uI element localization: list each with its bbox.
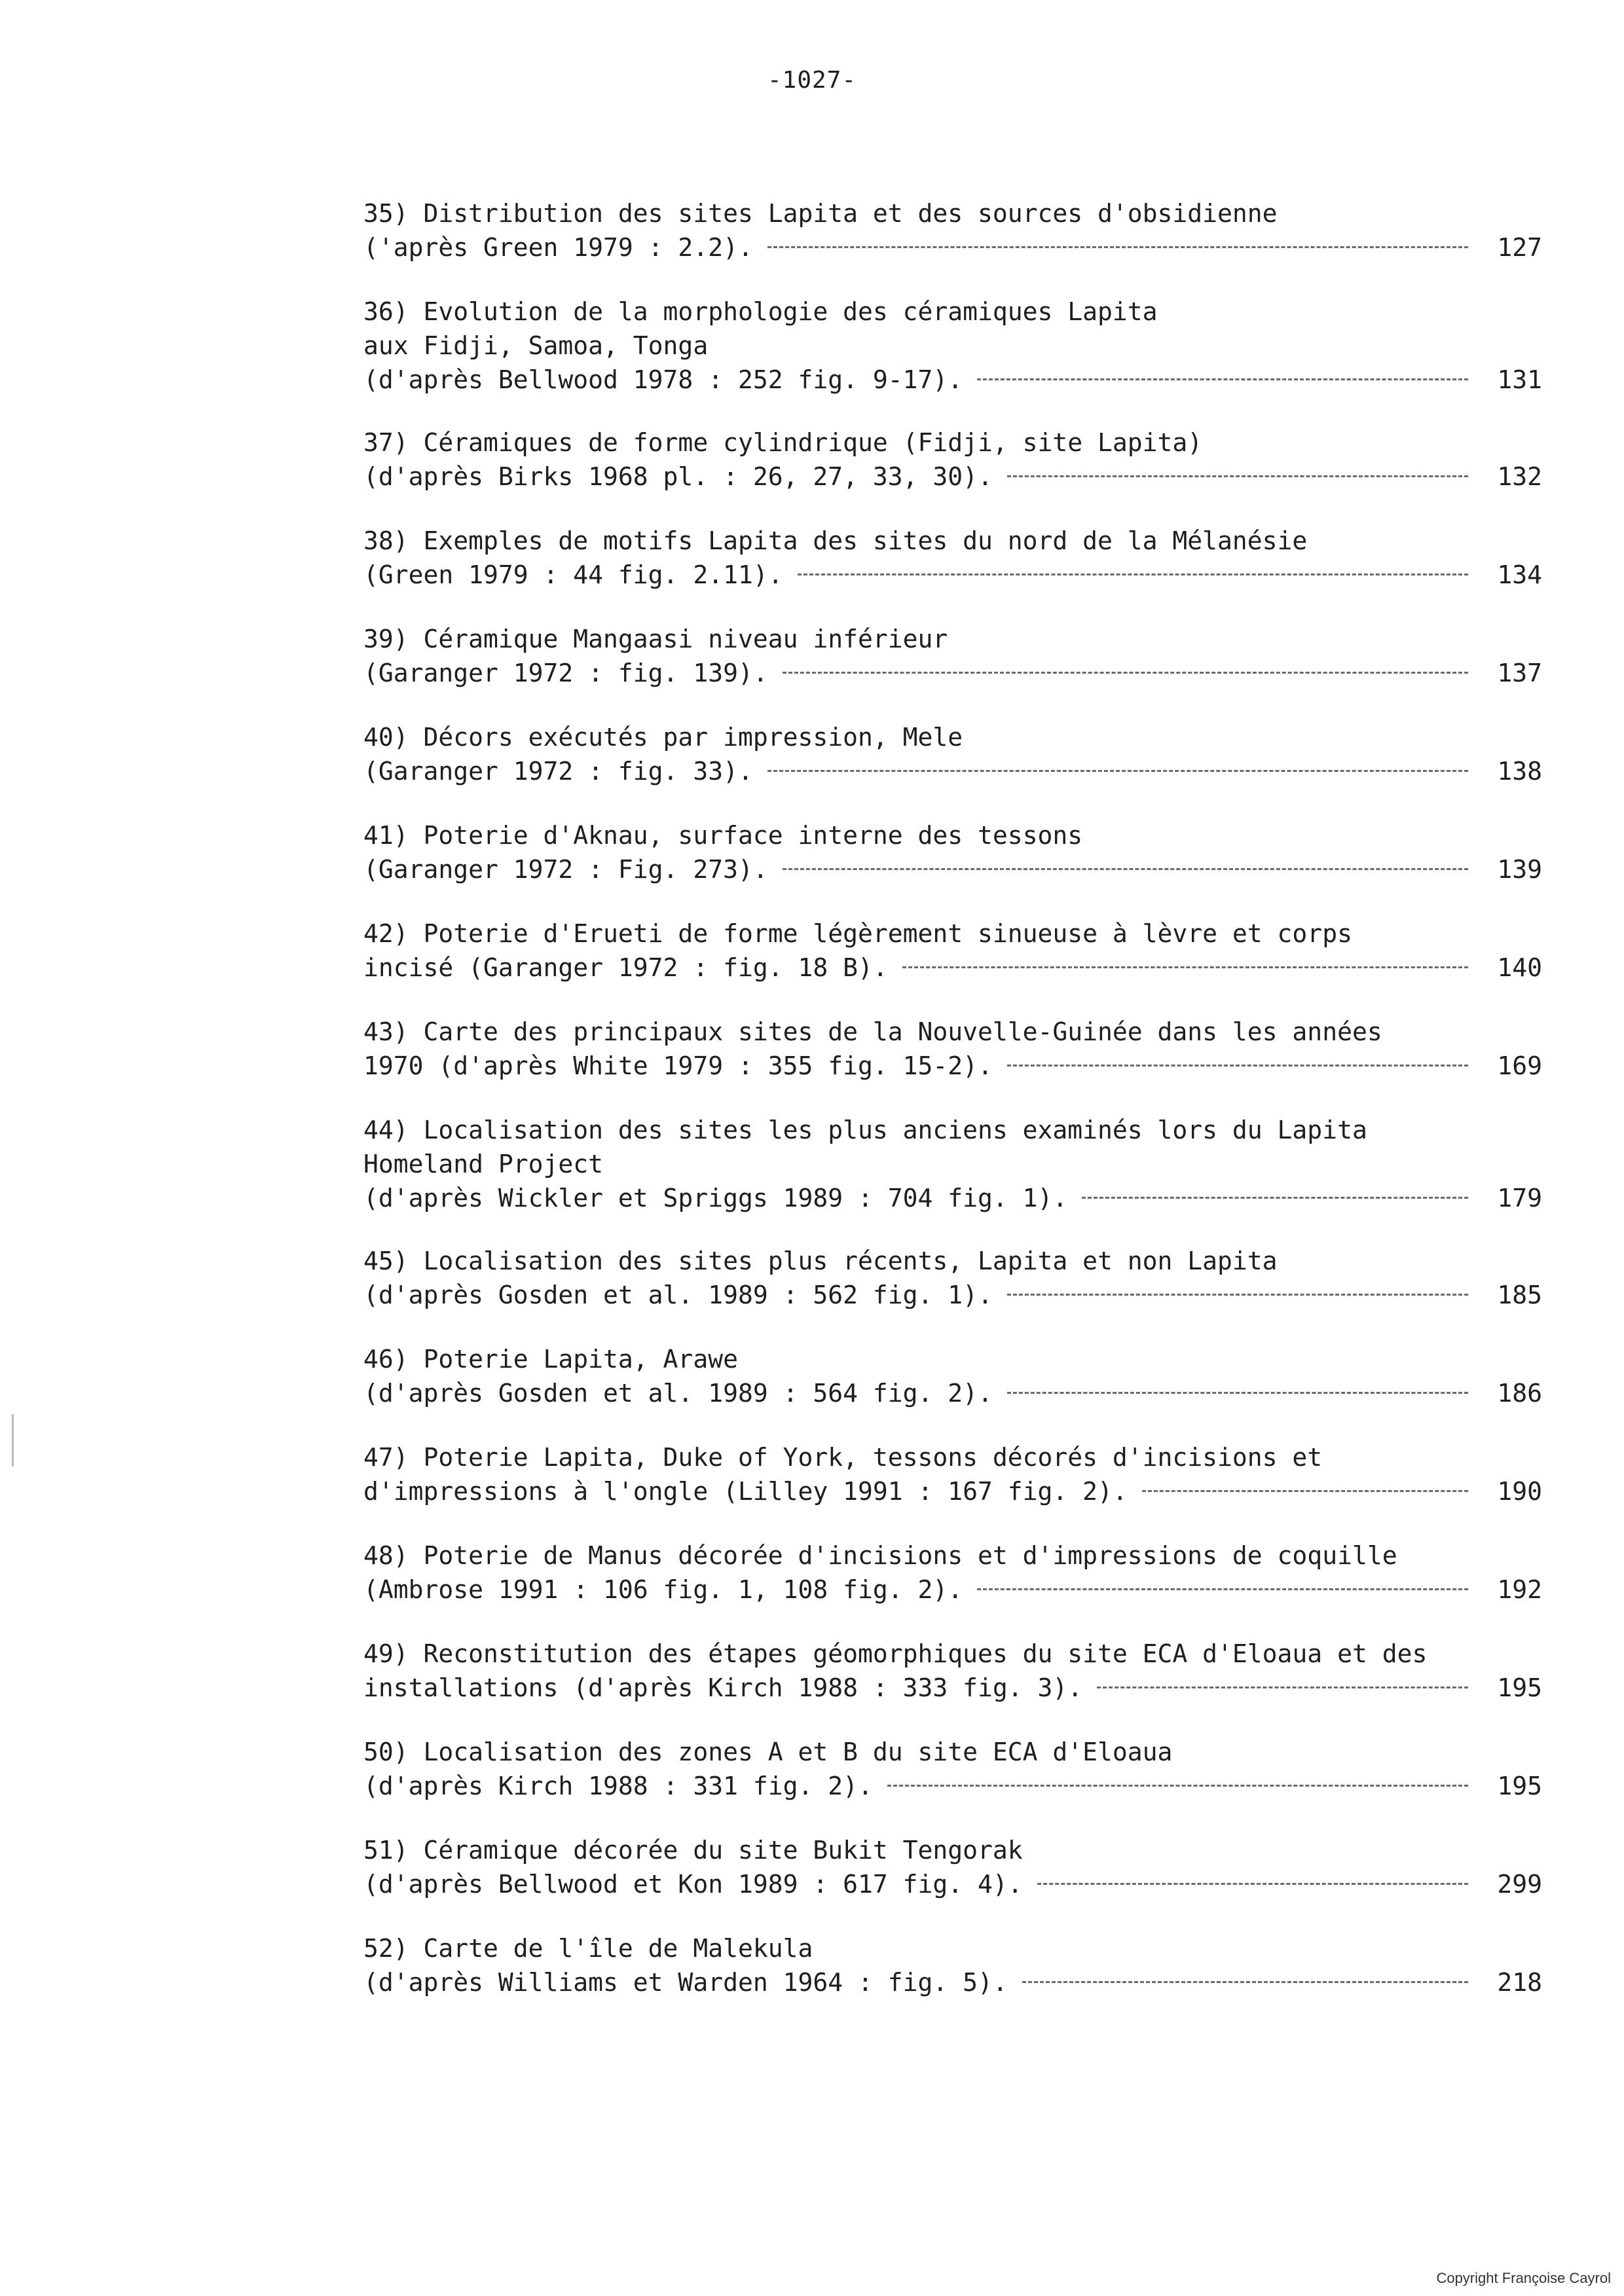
entry-title-line: 42) Poterie d'Erueti de forme légèrement sinueuse à lèvre et corps <box>363 919 1352 948</box>
entry-page-number: 132 <box>1497 462 1542 491</box>
dot-leader <box>1037 1883 1468 1885</box>
dot-leader <box>767 246 1468 248</box>
entry-last-line <box>363 1376 1542 1410</box>
entry-title-line: (d'après Bellwood 1978 : 252 fig. 9-17). <box>363 365 963 394</box>
entry-title-line: installations (d'après Kirch 1988 : 333 fig. 3). <box>363 1673 1083 1702</box>
toc-entry <box>363 622 1542 720</box>
toc-entry <box>363 295 1542 426</box>
entry-title-line: (Ambrose 1991 : 106 fig. 1, 108 fig. 2). <box>363 1575 963 1604</box>
entry-last-line <box>363 1049 1542 1083</box>
entry-page-number: 139 <box>1497 855 1542 884</box>
entry-title-line: 51) Céramique décorée du site Bukit Tengorak <box>363 1836 1023 1865</box>
entry-title-line: (Garanger 1972 : fig. 139). <box>363 659 768 687</box>
dot-leader <box>1097 1686 1468 1688</box>
entry-last-line <box>363 1965 1542 1999</box>
entry-title-line: 36) Evolution de la morphologie des céramiques Lapita <box>363 297 1158 326</box>
entry-last-line <box>363 1474 1542 1508</box>
entry-last-line <box>363 1573 1542 1607</box>
dot-leader <box>798 574 1468 575</box>
dot-leader <box>1142 1490 1468 1492</box>
entry-title-line: 40) Décors exécutés par impression, Mele <box>363 723 963 752</box>
entry-title-line: (d'après Kirch 1988 : 331 fig. 2). <box>363 1772 873 1800</box>
entry-last-line <box>363 1671 1542 1705</box>
entry-title-line: (d'après Gosden et al. 1989 : 562 fig. 1). <box>363 1281 993 1309</box>
dot-leader <box>977 378 1468 380</box>
entry-page-number: 192 <box>1497 1575 1542 1604</box>
entry-title-line: incisé (Garanger 1972 : fig. 18 B). <box>363 953 888 982</box>
dot-leader <box>902 966 1468 968</box>
entry-title-line: 49) Reconstitution des étapes géomorphiques du site ECA d'Eloaua et des <box>363 1639 1428 1668</box>
toc-entry <box>363 1015 1542 1113</box>
entry-title-line: 38) Exemples de motifs Lapita des sites du nord de la Mélanésie <box>363 526 1308 555</box>
dot-leader <box>1007 1392 1468 1394</box>
dot-leader <box>783 868 1468 870</box>
entry-title-line: (Garanger 1972 : fig. 33). <box>363 757 753 786</box>
entry-title-line: (d'après Bellwood et Kon 1989 : 617 fig. 4). <box>363 1870 1023 1899</box>
entry-title-line: (d'après Gosden et al. 1989 : 564 fig. 2). <box>363 1379 993 1408</box>
entry-page-number: 134 <box>1497 560 1542 589</box>
entry-title-line: (Garanger 1972 : Fig. 273). <box>363 855 768 884</box>
entry-title-line: 44) Localisation des sites les plus anciens examinés lors du Lapita <box>363 1116 1367 1144</box>
toc-entry <box>363 1931 1542 2030</box>
entry-title-line: 37) Céramiques de forme cylindrique (Fidji, site Lapita) <box>363 428 1203 457</box>
entry-last-line <box>363 1181 1542 1215</box>
entry-title-line: ('après Green 1979 : 2.2). <box>363 233 753 262</box>
entry-title-line: 45) Localisation des sites plus récents, Lapita et non Lapita <box>363 1247 1278 1275</box>
entry-title-line: 52) Carte de l'île de Malekula <box>363 1934 813 1963</box>
dot-leader <box>1022 1981 1468 1983</box>
list-of-figures <box>363 196 1542 2030</box>
entry-last-line <box>363 951 1542 985</box>
entry-last-line <box>363 558 1542 592</box>
entry-page-number: 140 <box>1497 953 1542 982</box>
dot-leader <box>1007 1065 1468 1066</box>
toc-entry <box>363 917 1542 1015</box>
entry-page-number: 179 <box>1497 1184 1542 1212</box>
dot-leader <box>1082 1197 1468 1199</box>
entry-title-line: 1970 (d'après White 1979 : 355 fig. 15-2). <box>363 1051 993 1080</box>
toc-entry <box>363 818 1542 917</box>
entry-title-line: (d'après Williams et Warden 1964 : fig. 5). <box>363 1968 1008 1997</box>
entry-title-line: 48) Poterie de Manus décorée d'incisions et d'impressions de coquille <box>363 1541 1397 1570</box>
entry-page-number: 137 <box>1497 659 1542 687</box>
entry-title-line: 39) Céramique Mangaasi niveau inférieur <box>363 625 948 653</box>
entry-title-line: d'impressions à l'ongle (Lilley 1991 : 167 fig. 2). <box>363 1477 1128 1506</box>
entry-page-number: 195 <box>1497 1673 1542 1702</box>
entry-last-line <box>363 1769 1542 1803</box>
entry-last-line <box>363 656 1542 690</box>
entry-page-number: 186 <box>1497 1379 1542 1408</box>
entry-page-number: 218 <box>1497 1968 1542 1997</box>
entry-page-number: 127 <box>1497 233 1542 262</box>
page-number: -1027- <box>767 67 857 94</box>
toc-entry <box>363 720 1542 818</box>
entry-title-line: 41) Poterie d'Aknau, surface interne des tessons <box>363 821 1083 850</box>
entry-last-line <box>363 460 1542 494</box>
dot-leader <box>977 1588 1468 1590</box>
entry-title-line: 50) Localisation des zones A et B du site ECA d'Eloaua <box>363 1738 1173 1766</box>
toc-entry <box>363 426 1542 524</box>
entry-title-line: 47) Poterie Lapita, Duke of York, tessons décorés d'incisions et <box>363 1443 1323 1472</box>
entry-title-line: (d'après Wickler et Spriggs 1989 : 704 fig. 1). <box>363 1184 1068 1212</box>
entry-page-number: 169 <box>1497 1051 1542 1080</box>
entry-title-line: (Green 1979 : 44 fig. 2.11). <box>363 560 783 589</box>
dot-leader <box>1007 475 1468 477</box>
margin-mark <box>12 1414 14 1467</box>
dot-leader <box>767 770 1468 772</box>
toc-entry <box>363 1735 1542 1833</box>
entry-last-line <box>363 852 1542 886</box>
entry-page-number: 195 <box>1497 1772 1542 1800</box>
toc-entry <box>363 1539 1542 1637</box>
toc-entry <box>363 1833 1542 1931</box>
toc-entry <box>363 196 1542 295</box>
dot-leader <box>1007 1294 1468 1296</box>
dot-leader <box>887 1785 1468 1787</box>
copyright-notice: Copyright Françoise Cayrol <box>1436 2270 1611 2286</box>
toc-entry <box>363 524 1542 622</box>
entry-title-line: 35) Distribution des sites Lapita et des sources d'obsidienne <box>363 199 1278 228</box>
entry-title-line: Homeland Project <box>363 1150 604 1178</box>
entry-title-line: 46) Poterie Lapita, Arawe <box>363 1345 738 1374</box>
entry-page-number: 299 <box>1497 1870 1542 1899</box>
entry-last-line <box>363 754 1542 788</box>
entry-last-line <box>363 230 1542 264</box>
entry-last-line <box>363 1867 1542 1901</box>
entry-title-line: 43) Carte des principaux sites de la Nouvelle-Guinée dans les années <box>363 1017 1382 1046</box>
entry-page-number: 131 <box>1497 365 1542 394</box>
entry-last-line <box>363 1278 1542 1312</box>
toc-entry <box>363 1637 1542 1735</box>
toc-entry <box>363 1342 1542 1440</box>
dot-leader <box>783 672 1468 674</box>
entry-page-number: 185 <box>1497 1281 1542 1309</box>
entry-last-line <box>363 363 1542 397</box>
entry-page-number: 138 <box>1497 757 1542 786</box>
toc-entry <box>363 1440 1542 1539</box>
entry-title-line: aux Fidji, Samoa, Tonga <box>363 331 709 360</box>
toc-entry <box>363 1113 1542 1244</box>
entry-title-line: (d'après Birks 1968 pl. : 26, 27, 33, 30). <box>363 462 993 491</box>
toc-entry <box>363 1244 1542 1342</box>
entry-page-number: 190 <box>1497 1477 1542 1506</box>
